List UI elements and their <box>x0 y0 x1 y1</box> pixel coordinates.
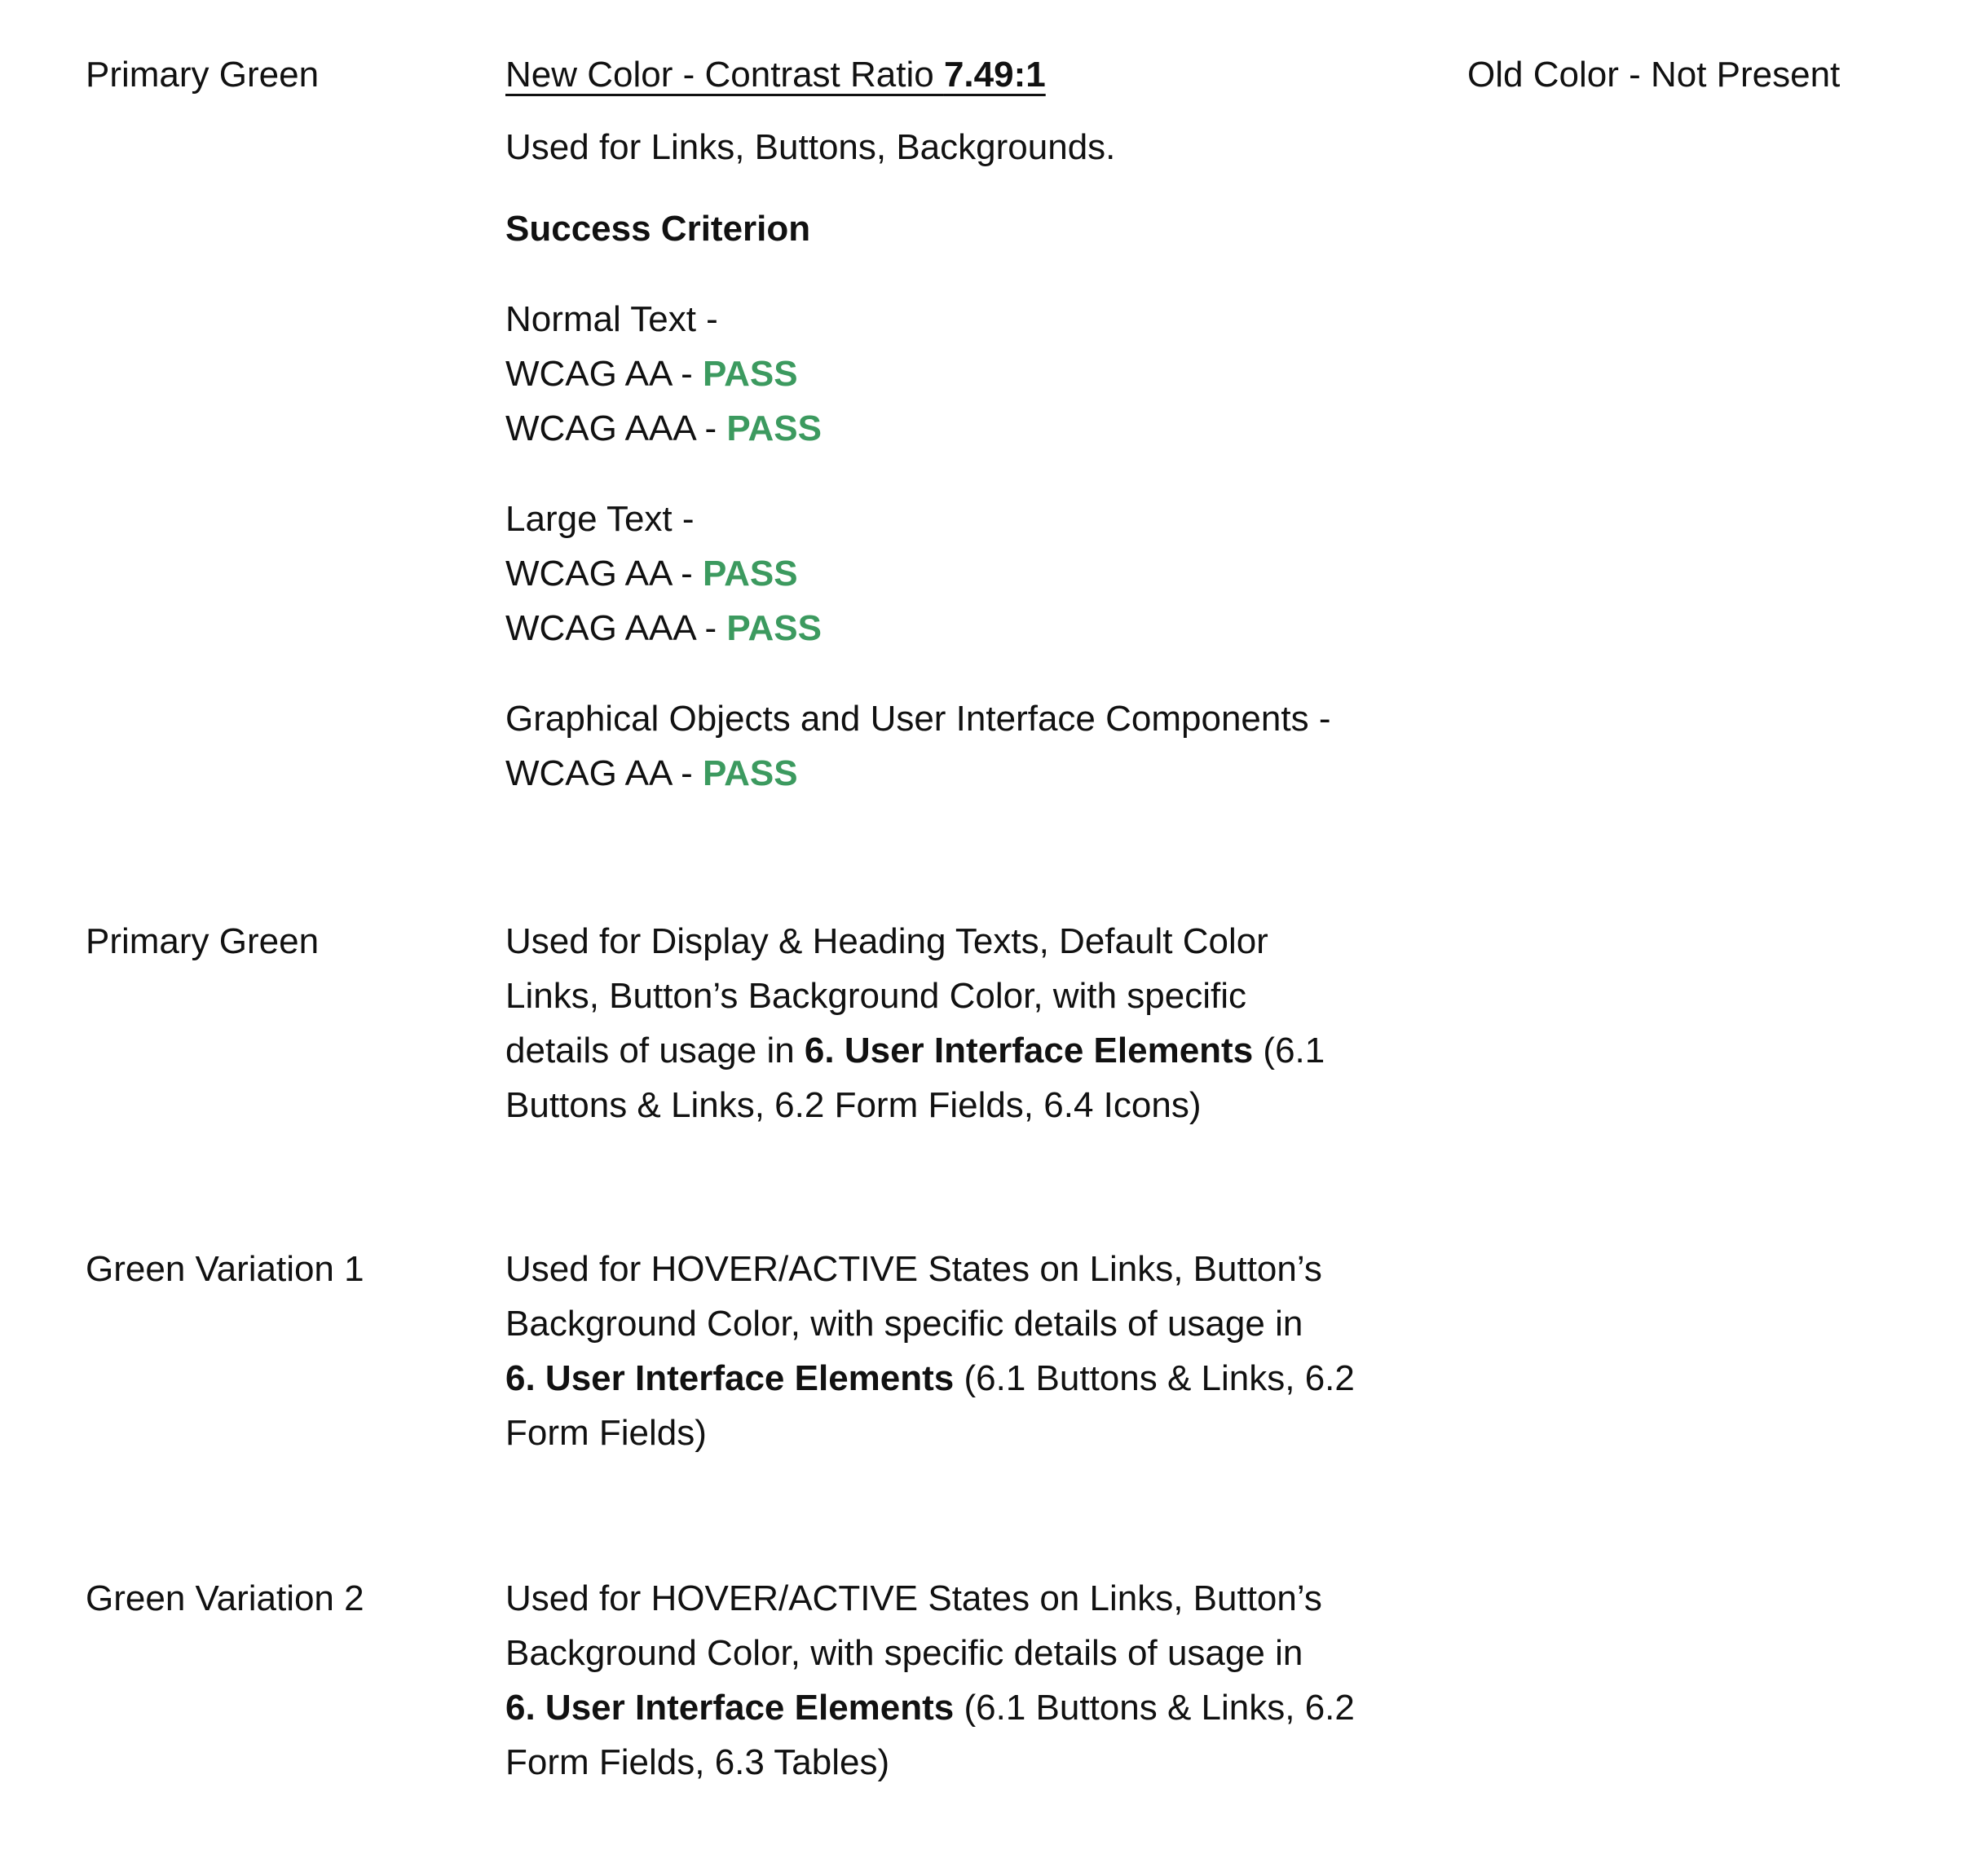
color-name: Green Variation 1 <box>86 1249 364 1289</box>
description-line: Form Fields, 6.3 Tables) <box>505 1742 890 1782</box>
pass-badge: PASS <box>703 554 798 594</box>
description-line: Links, Button’s Background Color, with specific <box>505 976 1246 1016</box>
description-text: (6.1 <box>1253 1031 1325 1070</box>
color-name: Primary Green <box>86 55 320 95</box>
normal-text-title: Normal Text - <box>505 299 718 339</box>
success-criterion-title: Success Criterion <box>505 209 811 249</box>
pass-badge: PASS <box>726 608 822 648</box>
description-line: Background Color, with specific details of usage in <box>505 1304 1303 1344</box>
usage-text: Used for Links, Buttons, Backgrounds. <box>505 127 1116 167</box>
normal-text-criteria <box>505 292 1418 456</box>
graphical-objects-aa <box>505 746 1418 801</box>
large-text-title: Large Text - <box>505 499 695 539</box>
section-reference: 6. User Interface Elements <box>505 1688 955 1728</box>
description-line: Buttons & Links, 6.2 Form Fields, 6.4 Icons) <box>505 1085 1202 1125</box>
large-text-aa <box>505 546 1418 601</box>
wcag-aaa-label: WCAG AAA - <box>505 408 727 448</box>
wcag-aa-label: WCAG AA - <box>505 354 703 394</box>
section-reference: 6. User Interface Elements <box>505 1358 955 1398</box>
description-line: Used for HOVER/ACTIVE States on Links, Button’s <box>505 1249 1322 1289</box>
wcag-aa-label: WCAG AA - <box>505 753 703 793</box>
color-name: Primary Green <box>86 921 320 961</box>
description-text: details of usage in <box>505 1031 805 1070</box>
description-line <box>505 1023 1418 1078</box>
color-description <box>505 1242 1418 1460</box>
description-line: Background Color, with specific details of usage in <box>505 1633 1303 1673</box>
pass-badge: PASS <box>703 354 798 394</box>
graphical-objects-title: Graphical Objects and User Interface Components - <box>505 699 1331 739</box>
wcag-aaa-label: WCAG AAA - <box>505 608 727 648</box>
large-text-criteria <box>505 492 1418 655</box>
pass-badge: PASS <box>703 753 798 793</box>
color-description <box>505 47 1418 801</box>
wcag-aa-label: WCAG AA - <box>505 554 703 594</box>
description-text: (6.1 Buttons & Links, 6.2 <box>954 1358 1355 1398</box>
pass-badge: PASS <box>726 408 822 448</box>
contrast-heading-prefix: New Color - Contrast Ratio <box>505 55 944 95</box>
description-line: Used for HOVER/ACTIVE States on Links, Button’s <box>505 1578 1322 1618</box>
section-reference: 6. User Interface Elements <box>804 1031 1254 1070</box>
normal-text-aa <box>505 347 1418 401</box>
description-line <box>505 1351 1418 1406</box>
normal-text-aaa <box>505 401 1418 456</box>
description-line: Form Fields) <box>505 1413 707 1453</box>
description-text: (6.1 Buttons & Links, 6.2 <box>954 1688 1355 1728</box>
color-description <box>505 914 1418 1132</box>
color-name: Green Variation 2 <box>86 1578 364 1618</box>
graphical-objects-criteria <box>505 691 1418 801</box>
description-line: Used for Display & Heading Texts, Default Color <box>505 921 1268 961</box>
description-line <box>505 1680 1418 1735</box>
large-text-aaa <box>505 601 1418 655</box>
contrast-ratio-heading[interactable] <box>505 47 1418 102</box>
old-color-status: Old Color - Not Present <box>1467 55 1841 95</box>
color-description <box>505 1571 1418 1790</box>
contrast-ratio-value: 7.49:1 <box>943 55 1046 95</box>
